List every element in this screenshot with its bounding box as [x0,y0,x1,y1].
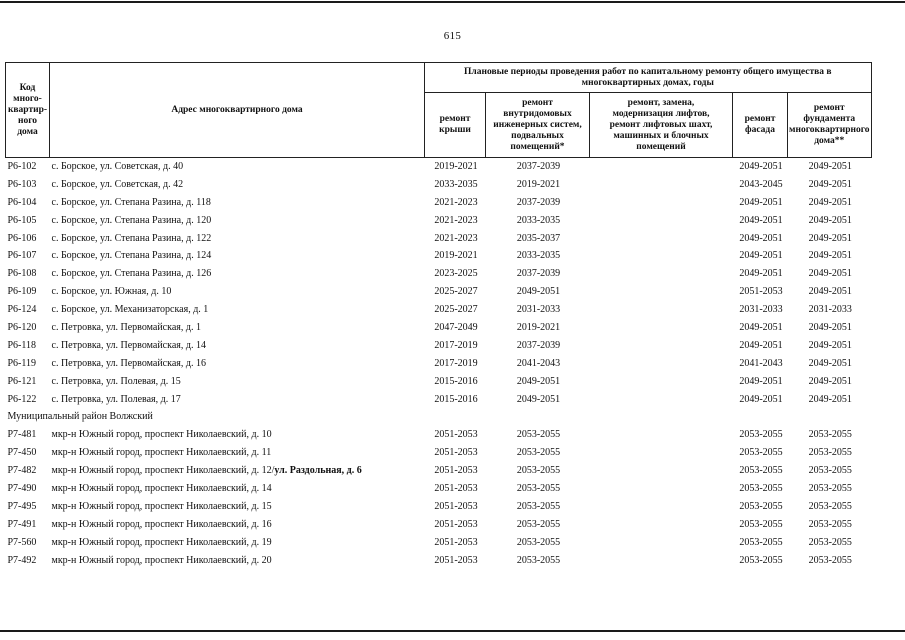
cell-facade: 2049-2051 [739,196,783,208]
cell-facade: 2053-2055 [739,447,783,459]
cell-code: Р6-103 [7,178,37,190]
cell-systems: 2033-2035 [516,250,561,262]
cell-roof: 2021-2023 [434,214,478,226]
section-title: Муниципальный район Волжский [7,411,153,423]
cell-foundation: 2049-2051 [808,268,852,280]
cell-foundation: 2049-2051 [808,214,852,226]
cell-foundation: 2053-2055 [808,536,852,548]
table-row [6,444,872,462]
cell-foundation: 2053-2055 [808,482,852,494]
cell-roof: 2021-2023 [434,196,478,208]
table-body [6,158,872,570]
table-row [6,337,872,355]
col-header-code: Код много- квартир- ного дома [6,63,50,158]
cell-code: Р6-102 [7,160,37,172]
cell-elevators [590,301,733,319]
cell-facade: 2051-2053 [739,286,783,298]
cell-roof: 2021-2023 [434,232,478,244]
cell-facade: 2053-2055 [739,465,783,477]
cell-code: Р6-108 [7,268,37,280]
cell-elevators [590,355,733,373]
cell-facade: 2049-2051 [739,250,783,262]
cell-code: Р7-492 [7,554,37,566]
address-text: мкр-н Южный город, проспект Николаевский, д. 12/ [51,465,275,477]
table-row [6,534,872,552]
cell-code: Р6-107 [7,250,37,262]
cell-roof: 2047-2049 [434,321,478,333]
cell-foundation: 2049-2051 [808,250,852,262]
cell-facade: 2053-2055 [739,482,783,494]
cell-roof: 2025-2027 [434,304,478,316]
cell-systems: 2031-2033 [516,304,561,316]
page-number: 615 [443,30,462,42]
cell-elevators [590,319,733,337]
cell-address: с. Борское, ул. Степана Разина, д. 122 [51,232,212,244]
cell-systems: 2035-2037 [516,232,561,244]
cell-systems: 2053-2055 [516,447,561,459]
cell-address: мкр-н Южный город, проспект Николаевский, д. 11 [51,447,272,459]
table-row [6,283,872,301]
cell-address: с. Борское, ул. Степана Разина, д. 124 [51,250,212,262]
cell-roof: 2051-2053 [434,554,478,566]
cell-facade: 2053-2055 [739,536,783,548]
cell-address: с. Петровка, ул. Первомайская, д. 1 [51,321,201,333]
cell-address: мкр-н Южный город, проспект Николаевский, д. 15 [51,500,272,512]
cell-code: Р7-495 [7,500,37,512]
cell-foundation: 2053-2055 [808,447,852,459]
cell-elevators [590,444,733,462]
cell-elevators [590,176,733,194]
cell-systems: 2049-2051 [516,286,561,298]
cell-address [50,462,425,480]
col-header-elevators: ремонт, замена, модернизация лифтов, ремонт лифтовых шахт, машинных и блочных помещений [590,93,733,158]
cell-code: Р6-122 [7,393,37,405]
cell-foundation: 2053-2055 [808,554,852,566]
cell-address: с. Петровка, ул. Первомайская, д. 14 [51,339,206,351]
cell-address: с. Петровка, ул. Полевая, д. 15 [51,375,181,387]
table-row [6,391,872,409]
cell-code: Р6-106 [7,232,37,244]
cell-code: Р6-104 [7,196,37,208]
table-row [6,247,872,265]
cell-foundation: 2031-2033 [808,304,852,316]
cell-systems: 2049-2051 [516,375,561,387]
cell-elevators [590,158,733,176]
cell-roof: 2019-2021 [434,250,478,262]
cell-facade: 2049-2051 [739,214,783,226]
cell-systems: 2053-2055 [516,536,561,548]
cell-elevators [590,212,733,230]
cell-address: с. Борское, ул. Механизаторская, д. 1 [51,304,209,316]
cell-foundation: 2053-2055 [808,429,852,441]
cell-facade: 2049-2051 [739,375,783,387]
cell-roof: 2051-2053 [434,465,478,477]
cell-systems: 2053-2055 [516,518,561,530]
col-header-address: Адрес многоквартирного дома [50,63,425,158]
cell-facade: 2049-2051 [739,393,783,405]
cell-systems: 2053-2055 [516,482,561,494]
cell-facade: 2049-2051 [739,321,783,333]
table-header [6,63,872,158]
cell-facade: 2031-2033 [739,304,783,316]
cell-systems: 2037-2039 [516,196,561,208]
cell-roof: 2051-2053 [434,447,478,459]
table-row [6,176,872,194]
cell-foundation: 2049-2051 [808,178,852,190]
table-row [6,355,872,373]
cell-code: Р7-560 [7,536,37,548]
cell-systems: 2053-2055 [516,554,561,566]
cell-elevators [590,516,733,534]
cell-roof: 2051-2053 [434,429,478,441]
cell-address: с. Петровка, ул. Полевая, д. 17 [51,393,181,405]
cell-roof: 2051-2053 [434,536,478,548]
table-row [6,319,872,337]
table-row [6,230,872,248]
table-row [6,194,872,212]
cell-address: мкр-н Южный город, проспект Николаевский, д. 14 [51,482,272,494]
table-row [6,158,872,176]
table-row [6,462,872,480]
cell-roof: 2017-2019 [434,357,478,369]
cell-elevators [590,534,733,552]
table-row [6,498,872,516]
cell-roof: 2051-2053 [434,482,478,494]
cell-roof: 2051-2053 [434,518,478,530]
cell-elevators [590,480,733,498]
cell-address: мкр-н Южный город, проспект Николаевский, д. 16 [51,518,272,530]
cell-elevators [590,552,733,570]
cell-code: Р6-109 [7,286,37,298]
cell-roof: 2015-2016 [434,375,478,387]
cell-code: Р6-121 [7,375,37,387]
cell-code: Р7-491 [7,518,37,530]
cell-foundation: 2049-2051 [808,357,852,369]
cell-code: Р6-119 [7,357,37,369]
table-row [6,426,872,444]
cell-code: Р7-481 [7,429,37,441]
cell-elevators [590,230,733,248]
cell-elevators [590,498,733,516]
bottom-rule [0,630,905,632]
cell-foundation: 2049-2051 [808,286,852,298]
repair-schedule-table [5,62,872,569]
table-row [6,212,872,230]
cell-foundation: 2049-2051 [808,375,852,387]
cell-elevators [590,283,733,301]
cell-roof: 2025-2027 [434,286,478,298]
cell-systems: 2037-2039 [516,268,561,280]
top-rule [0,1,905,3]
cell-address: с. Борское, ул. Степана Разина, д. 126 [51,268,212,280]
col-header-facade: ремонт фасада [733,93,788,158]
cell-code: Р7-482 [7,465,37,477]
table-row [6,373,872,391]
cell-address: с. Борское, ул. Советская, д. 40 [51,160,184,172]
cell-systems: 2053-2055 [516,429,561,441]
cell-roof: 2015-2016 [434,393,478,405]
cell-systems: 2033-2035 [516,214,561,226]
col-header-foundation: ремонт фундамента многоквартирного дома** [788,93,872,158]
cell-facade: 2049-2051 [739,232,783,244]
table-row [6,516,872,534]
cell-systems: 2053-2055 [516,500,561,512]
cell-code: Р6-124 [7,304,37,316]
cell-systems: 2049-2051 [516,393,561,405]
cell-elevators [590,462,733,480]
cell-address: с. Борское, ул. Степана Разина, д. 120 [51,214,212,226]
cell-foundation: 2053-2055 [808,465,852,477]
cell-foundation: 2049-2051 [808,160,852,172]
cell-elevators [590,391,733,409]
cell-systems: 2037-2039 [516,339,561,351]
table-row [6,265,872,283]
cell-facade: 2053-2055 [739,429,783,441]
cell-elevators [590,247,733,265]
cell-facade: 2049-2051 [739,339,783,351]
cell-foundation: 2049-2051 [808,232,852,244]
cell-facade: 2053-2055 [739,500,783,512]
table-row [6,301,872,319]
cell-address: с. Петровка, ул. Первомайская, д. 16 [51,357,206,369]
cell-foundation: 2053-2055 [808,518,852,530]
cell-systems: 2037-2039 [516,160,561,172]
cell-code: Р7-490 [7,482,37,494]
col-header-periods: Плановые периоды проведения работ по капитальному ремонту общего имущества в многоквартирных домах, годы [425,63,872,93]
cell-facade: 2053-2055 [739,518,783,530]
cell-address: мкр-н Южный город, проспект Николаевский, д. 20 [51,554,272,566]
cell-foundation: 2053-2055 [808,500,852,512]
cell-elevators [590,426,733,444]
cell-address: мкр-н Южный город, проспект Николаевский, д. 19 [51,536,272,548]
cell-elevators [590,337,733,355]
cell-facade: 2049-2051 [739,160,783,172]
table-row [6,480,872,498]
cell-code: Р6-105 [7,214,37,226]
table-row [6,552,872,570]
address-secondary-text: ул. Раздольная, д. 6 [274,465,362,477]
cell-foundation: 2049-2051 [808,339,852,351]
cell-elevators [590,194,733,212]
cell-systems: 2053-2055 [516,465,561,477]
col-header-systems: ремонт внутридомовых инженерных систем, подвальных помещений* [486,93,590,158]
cell-roof: 2019-2021 [434,160,478,172]
cell-elevators [590,265,733,283]
cell-foundation: 2049-2051 [808,196,852,208]
cell-roof: 2017-2019 [434,339,478,351]
cell-code: Р6-118 [7,339,37,351]
cell-roof: 2051-2053 [434,500,478,512]
cell-code: Р6-120 [7,321,37,333]
cell-address: с. Борское, ул. Степана Разина, д. 118 [51,196,211,208]
section-row [6,408,872,426]
cell-roof: 2023-2025 [434,268,478,280]
cell-code: Р7-450 [7,447,37,459]
cell-systems: 2019-2021 [516,178,561,190]
cell-address: с. Борское, ул. Южная, д. 10 [51,286,172,298]
cell-facade: 2053-2055 [739,554,783,566]
cell-systems: 2019-2021 [516,321,561,333]
cell-foundation: 2049-2051 [808,321,852,333]
cell-address: с. Борское, ул. Советская, д. 42 [51,178,184,190]
cell-foundation: 2049-2051 [808,393,852,405]
cell-facade: 2043-2045 [739,178,783,190]
col-header-roof: ремонт крыши [425,93,486,158]
cell-roof: 2033-2035 [434,178,478,190]
cell-address: мкр-н Южный город, проспект Николаевский, д. 10 [51,429,272,441]
cell-elevators [590,373,733,391]
cell-facade: 2049-2051 [739,268,783,280]
cell-systems: 2041-2043 [516,357,561,369]
cell-facade: 2041-2043 [739,357,783,369]
